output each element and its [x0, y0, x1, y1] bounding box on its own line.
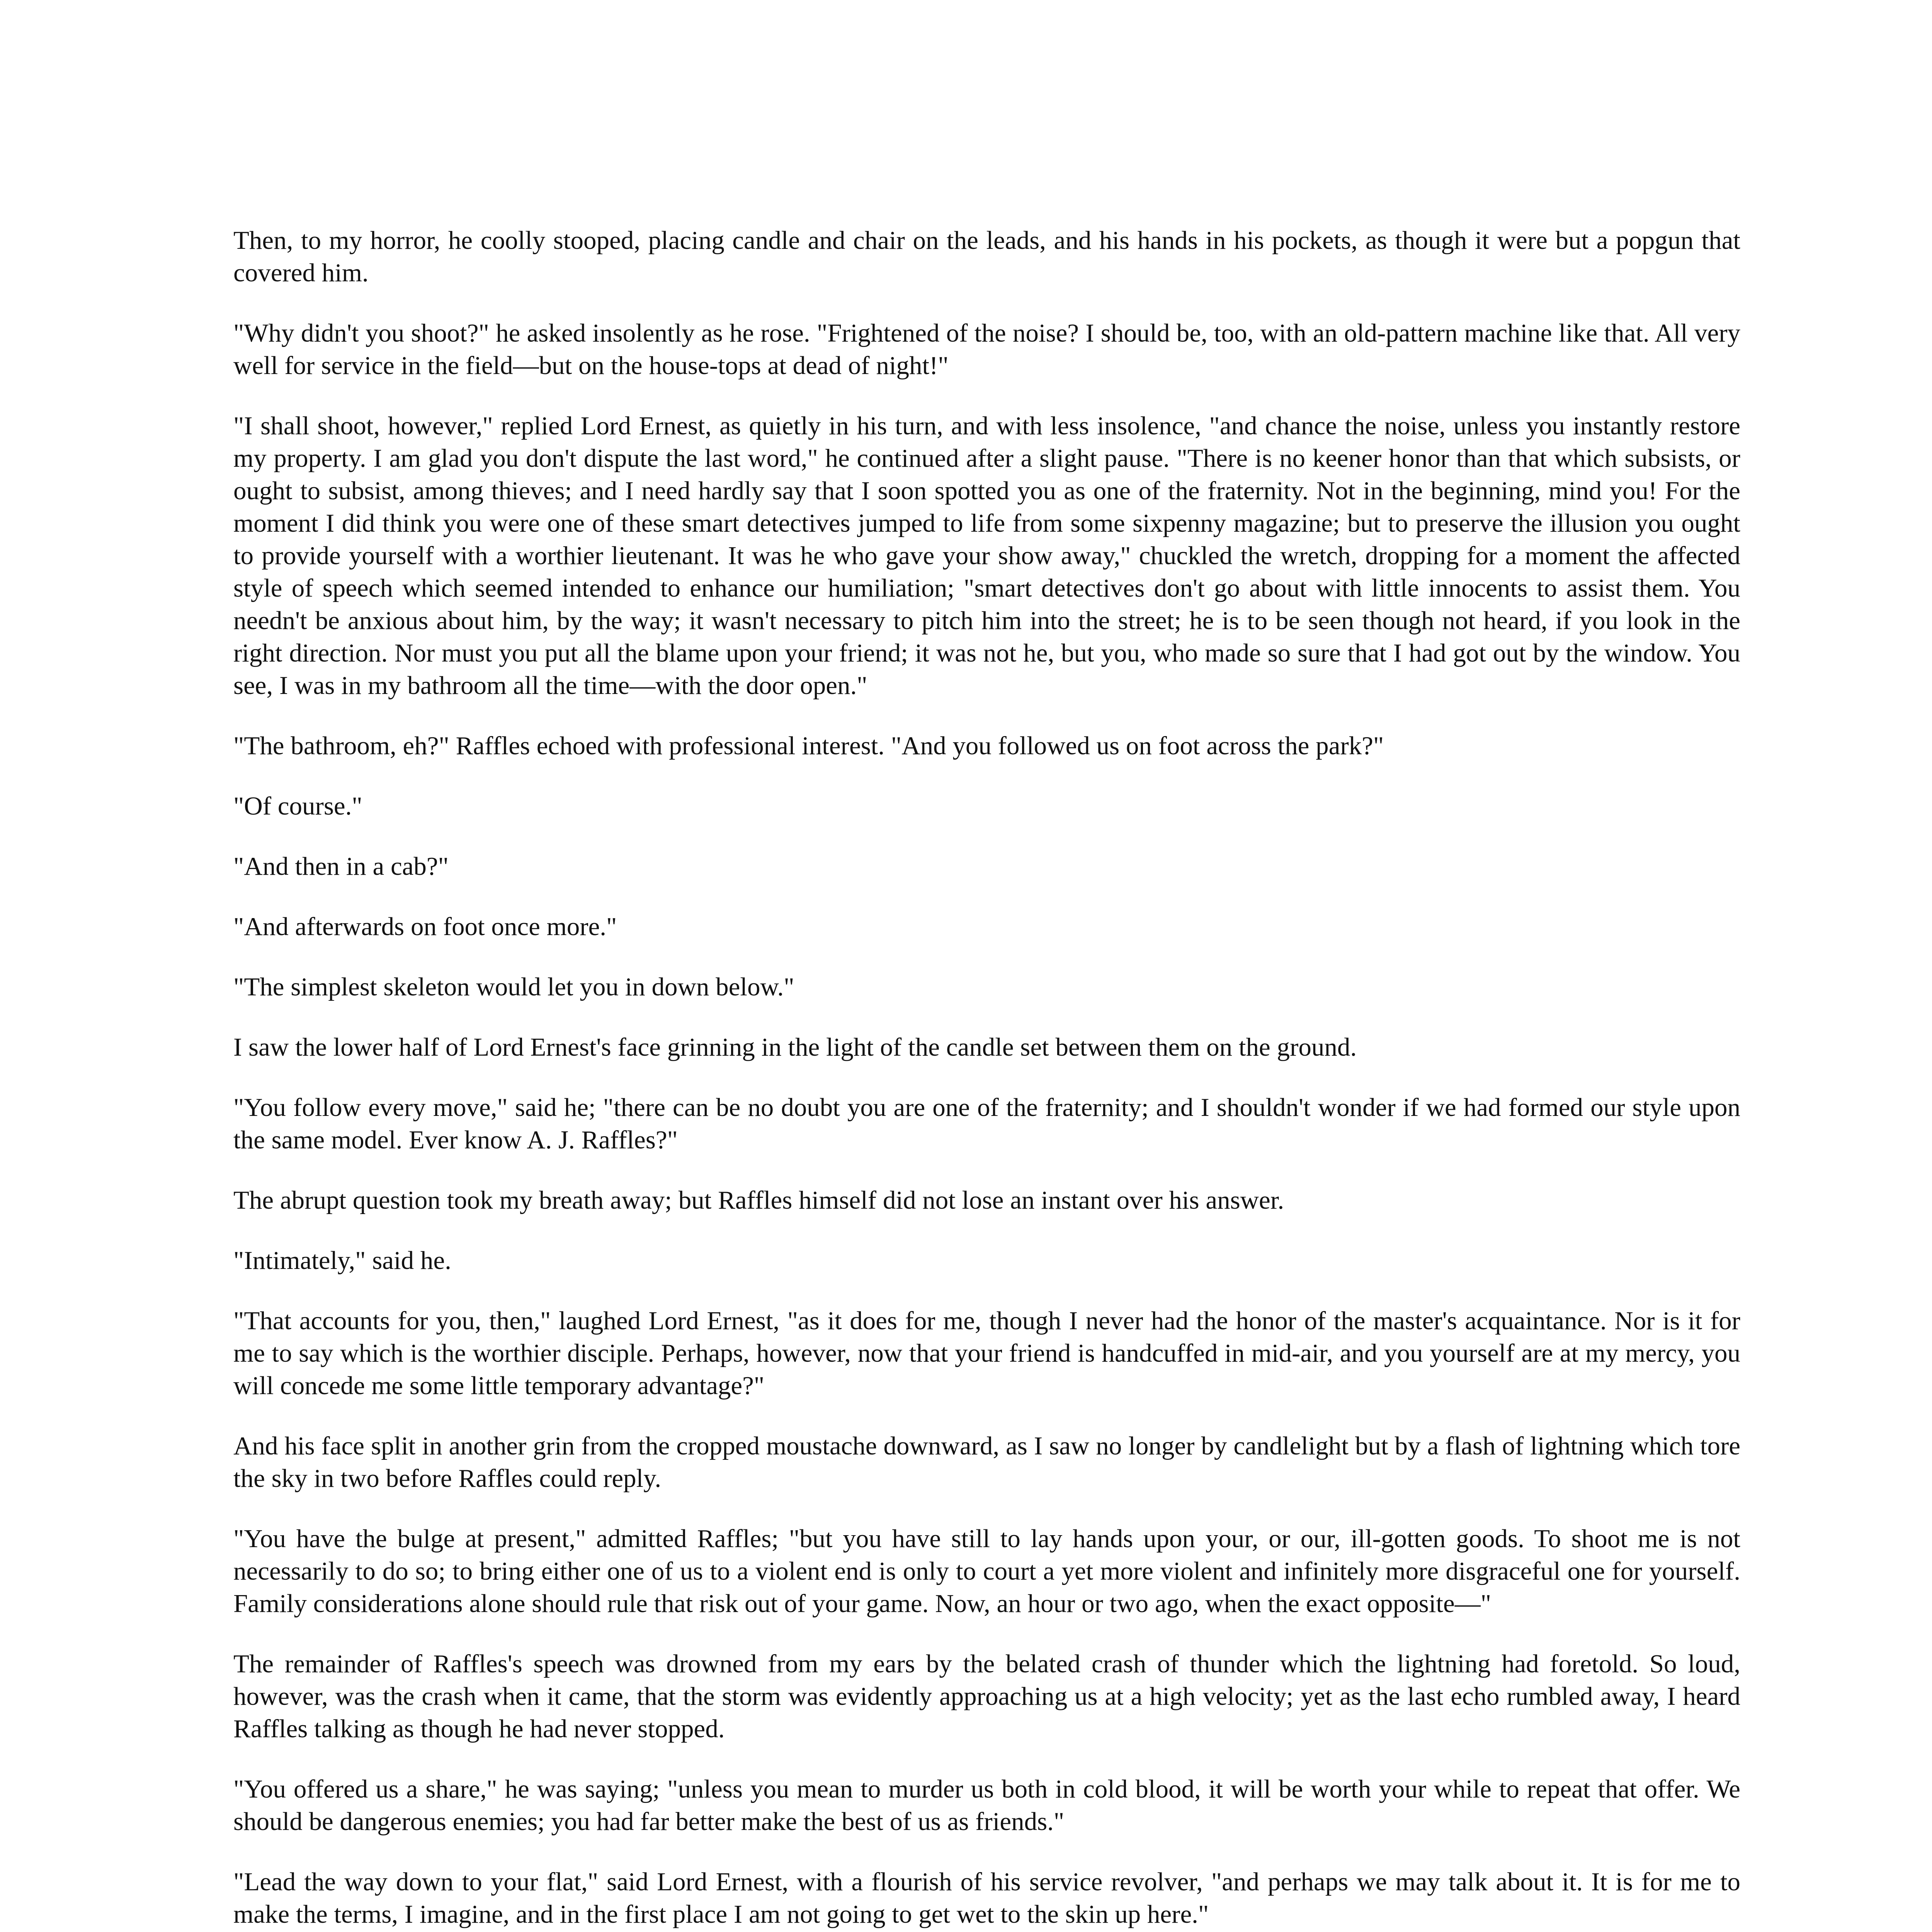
- paragraph: "And then in a cab?": [233, 852, 449, 881]
- paragraph: "Of course.": [233, 792, 362, 820]
- paragraph: "Why didn't you shoot?" he asked insolently as he rose. "Frightened of the noise? I should be, too, with an old-pattern machine like that. All very well for service in the field—but on the house-tops at dead of night!": [233, 319, 1740, 380]
- paragraph: "And afterwards on foot once more.": [233, 912, 617, 941]
- paragraph: "Lead the way down to your flat," said Lord Ernest, with a flourish of his service revolver, "and perhaps we may talk about it. It is for me to make the terms, I imagine, and in the first place I am not going to get wet to the skin up here.": [233, 1867, 1740, 1929]
- paragraph: "That accounts for you, then," laughed Lord Ernest, "as it does for me, though I never had the honor of the master's acquaintance. Nor is it for me to say which is the worthier disciple. Perhaps, however, now that your friend is handcuffed in mid-air, and you yourself are at my mercy, you will concede me some little temporary advantage?": [233, 1306, 1740, 1400]
- paragraph: "The simplest skeleton would let you in down below.": [233, 973, 794, 1001]
- paragraph: "I shall shoot, however," replied Lord Ernest, as quietly in his turn, and with less insolence, "and chance the noise, unless you instantly restore my property. I am glad you don't dispute the last word," he continued after a slight pause. "There is no keener honor than that which subsists, or ought to subsist, among thieves; and I need hardly say that I soon spotted you as one of the fraternity. Not in the beginning, mind you! For the moment I did think you were one of these smart detectives jumped to life from some sixpenny magazine; but to preserve the illusion you ought to provide yourself with a worthier lieutenant. It was he who gave your show away," chuckled the wretch, dropping for a moment the affected style of speech which seemed intended to enhance our humiliation; "smart detectives don't go about with little innocents to assist them. You needn't be anxious about him, by the way; it wasn't necessary to pitch him into the street; he is to be seen though not heard, if you look in the right direction. Nor must you put all the blame upon your friend; it was not he, but you, who made so sure that I had got out by the window. You see, I was in my bathroom all the time—with the door open.": [233, 412, 1740, 700]
- paragraph: The abrupt question took my breath away; but Raffles himself did not lose an instant over his answer.: [233, 1186, 1284, 1214]
- paragraph: And his face split in another grin from the cropped moustache downward, as I saw no longer by candlelight but by a flash of lightning which tore the sky in two before Raffles could reply.: [233, 1432, 1740, 1493]
- paragraph: The remainder of Raffles's speech was drowned from my ears by the belated crash of thunder which the lightning had foretold. So loud, however, was the crash when it came, that the storm was evidently approaching us at a high velocity; yet as the last echo rumbled away, I heard Raffles talking as though he had never stopped.: [233, 1650, 1740, 1743]
- paragraph: Then, to my horror, he coolly stooped, placing candle and chair on the leads, and his hands in his pockets, as though it were but a popgun that covered him.: [233, 226, 1740, 287]
- paragraph: "The bathroom, eh?" Raffles echoed with professional interest. "And you followed us on foot across the park?": [233, 731, 1384, 760]
- paragraph: "You have the bulge at present," admitted Raffles; "but you have still to lay hands upon your, or our, ill-gotten goods. To shoot me is not necessarily to do so; to bring either one of us to a violent end is only to court a yet more violent and infinitely more disgraceful one for yourself. Family considerations alone should rule that risk out of your game. Now, an hour or two ago, when the exact opposite—": [233, 1524, 1740, 1618]
- paragraph: "You offered us a share," he was saying; "unless you mean to murder us both in cold blood, it will be worth your while to repeat that offer. We should be dangerous enemies; you had far better make the best of us as friends.": [233, 1775, 1740, 1836]
- paragraph: "Intimately," said he.: [233, 1246, 451, 1275]
- paragraph: "You follow every move," said he; "there can be no doubt you are one of the fraternity; and I shouldn't wonder if we had formed our style upon the same model. Ever know A. J. Raffles?": [233, 1093, 1740, 1154]
- paragraph: I saw the lower half of Lord Ernest's face grinning in the light of the candle set between them on the ground.: [233, 1033, 1357, 1061]
- page-body: [233, 224, 1740, 1932]
